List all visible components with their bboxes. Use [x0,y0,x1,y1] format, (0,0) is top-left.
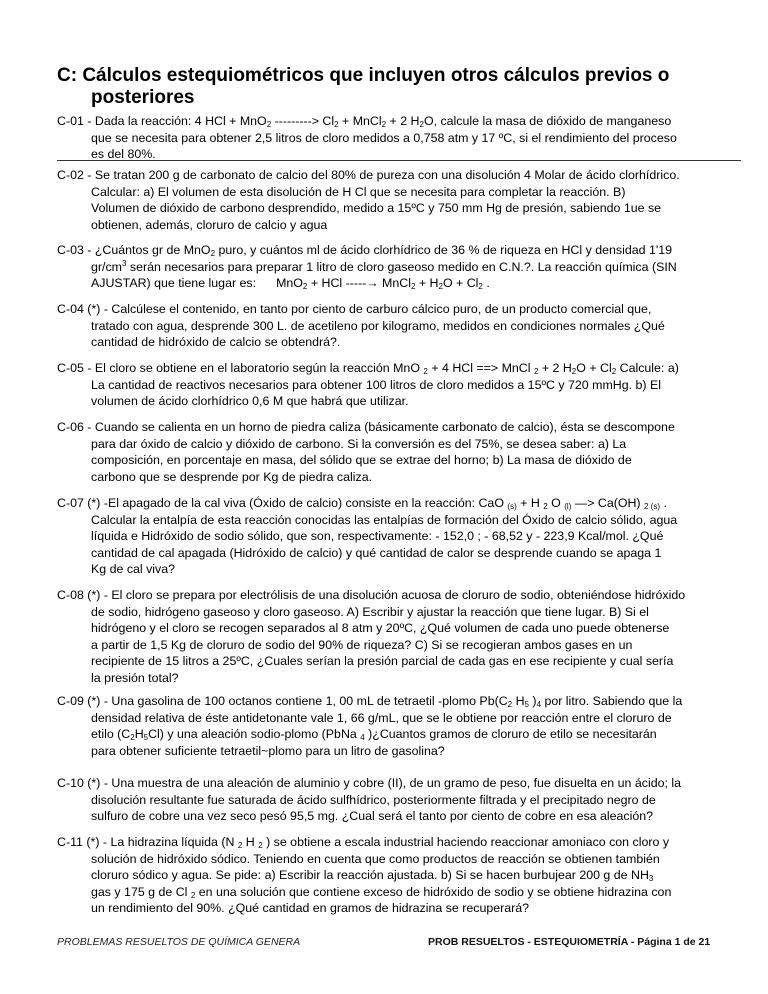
title-line-1: C: Cálculos estequiométricos que incluyen otros cálculos previos o [57,65,670,86]
subscript: 4 [360,733,365,742]
problem-text: un rendimiento del 90%. ¿Qué cantidad en gramos de hidrazina se recuperará? [91,901,530,915]
problem-text: es del 80%. [91,147,156,161]
problem-text: gr/cm [91,259,122,274]
subscript: 2 [533,367,539,376]
problem-text: AJUSTAR) que tiene lugar es: [91,276,257,290]
subscript: (l) [564,502,572,511]
subscript: 2 [381,120,387,129]
eq-text: + H [415,276,439,290]
horizontal-divider [57,160,741,161]
problem-line [57,259,747,276]
problem-c10 [57,775,747,825]
problem-text: ) [528,694,537,708]
problem-text: por litro. Sabiendo que la [541,694,683,708]
problem-text: para obtener suficiente tetraetil~plomo para un litro de gasolina? [91,743,445,758]
problem-text: C-09 (*) - Una gasolina de 100 octanos contiene 1, 00 mL de tetraetil -plomo Pb(C [57,694,508,708]
eq-text: MnO [276,276,303,290]
problem-text: la presión total? [91,670,179,685]
problem-text: + 2 H [386,114,420,128]
subscript: 2 [419,120,424,129]
problem-text: C-02 - Se tratan 200 g de carbonato de calcio del 80% de pureza con una disolución 4 Molar de ácido clorhídrico. [57,168,680,182]
subscript: (s) [507,502,517,511]
subscript: 2 [334,120,339,129]
problem-text: gas y 175 g de Cl [91,884,191,899]
problem-text: serán necesarios para preparar 1 litro de cloro gaseoso medido en C.N.?. La reacción química (SIN [126,259,677,274]
problem-line [57,275,747,292]
problem-c04 [57,301,747,351]
problem-text: en una solución que contiene exceso de hidróxido de sodio y se obtiene hidrazina con [195,884,672,899]
problem-text: Calcular: a) El volumen de esta disolución de H Cl que se necesita para completar la reacción. B) [91,184,626,199]
title-line-2: posteriores [91,87,195,108]
subscript: 4 [536,700,542,709]
problem-text: ) se obtiene a escala industrial haciendo reaccionar amoniaco con cloro y [262,835,670,849]
subscript: 2 [302,282,308,291]
problem-text: de sodio, hidrógeno gaseoso y cloro gaseoso. A) Escribir y ajustar la reacción que tiene lugar. B) Si el [91,604,649,619]
problem-c07 [57,495,747,578]
problem-text: a partir de 1,5 Kg de cloruro de sodio del 90% de riqueza? C) Si se recogieran ambos gases en un [91,637,633,652]
problem-text: densidad relativa de éste antidetonante vale 1, 66 g/mL, que se le obtiene por reacción entre el cloruro de [91,710,672,725]
problem-text: H [242,835,259,849]
problem-text: Calcular la entalpía de esta reacción conocidas las entalpías de formación del Óxido de calcio sólido, agua [91,512,678,527]
problem-text: H [512,694,525,708]
problem-text: Volumen de dióxido de carbono desprendido, medido a 15ºC y 750 mm Hg de presión, sabiendo 1ue se [91,201,662,215]
problem-text: Kg de cal viva? [91,562,176,576]
subscript: 2 [507,700,513,709]
subscript: 2 [478,282,483,291]
problem-text: hidrógeno y el cloro se recogen separados al 8 atm y 20ºC, ¿Qué volumen de cada uno puede obtenerse [91,621,670,635]
subscript: 2 [237,841,243,850]
problem-text: puro, y cuántos ml de ácido clorhídrico de 36 % de riqueza en HCl y densidad 1'19 [215,243,672,257]
eq-text: + HCl -----→ MnCl [307,276,411,290]
problem-line [57,726,747,743]
subscript: 2 [190,890,196,900]
problem-text: O [547,496,565,510]
problem-c02 [57,167,747,233]
problem-text: sulfuro de cobre una vez seco pesó 95,5 mg. ¿Cual será el tanto por ciento de cobre en esa aleación? [91,809,654,823]
subscript: 2 [571,367,577,376]
problem-text: para dar óxido de calcio y dióxido de carbono. Si la conversión es del 75%, se desea saber: a) La [91,436,627,451]
problem-text: . [660,496,667,510]
problem-text: disolución resultante fue saturada de ácido sulfhídrico, posteriormente filtrada y el precipitado negro de [91,792,656,807]
eq-text: . [482,276,490,290]
problem-text: C-03 - ¿Cuántos gr de MnO [57,243,211,257]
problem-text: C-11 (*) - La hidrazina líquida (N [57,835,238,849]
problem-text: etilo (C [91,727,131,741]
problem-text: ---------> Cl [271,114,335,128]
problem-text: + 2 H [538,361,572,375]
problem-text: C-01 - Dada la reacción: 4 HCl + MnO [57,114,267,128]
problem-c05 [57,360,747,410]
section-title [57,65,737,109]
subscript: 3 [648,874,654,883]
problem-text: C-07 (*) -El apagado de la cal viva (Óxido de calcio) consiste en la reacción: CaO [57,496,508,510]
problem-text: C-06 - Cuando se calienta en un horno de piedra caliza (básicamente carbonato de calcio), ésta se descompone [57,420,675,434]
problem-c03 [57,242,747,292]
problem-text: obtienen, además, cloruro de calcio y agua [91,217,328,232]
problem-c08 [57,587,747,686]
subscript: 5 [524,700,529,709]
problem-text: cantidad de hidróxido de calcio se obtendrá?. [91,335,341,349]
superscript: 3 [121,258,127,268]
problem-c06 [57,419,747,485]
problem-text: recipiente de 15 litros a 25ºC, ¿Cuales serían la presión parcial de cada gas en ese recipiente y cual sería [91,654,674,668]
problem-text: + H [516,496,544,510]
problem-text: —> Ca(OH) [571,496,644,510]
problem-text: C-05 - El cloro se obtiene en el laboratorio según la reacción MnO [57,361,424,375]
problem-text: carbono que se desprende por Kg de piedra caliza. [91,469,373,484]
problem-text: O + Cl [576,361,612,375]
problem-text: O, calcule la masa de dióxido de manganeso [423,114,672,128]
problem-text: )¿Cuantos gramos de cloruro de etilo se necesitarán [364,727,657,741]
problem-text: + MnCl [338,114,382,128]
problem-text: líquida e Hidróxido de sodio sólido, que son, respectivamente: - 152,0 ; - 68,52 y - 223,9 Kcal/mol. ¿Qué [91,529,664,543]
problem-text: H [134,727,144,741]
chemical-equation [256,276,490,290]
problem-c01 [57,113,747,163]
footer-page-info: PROB RESUELTOS - ESTEQUIOMETRÍA - Página 1 de 21 [428,936,711,948]
problem-text: C-10 (*) - Una muestra de una aleación de aluminio y cobre (II), de un gramo de peso, fue disuelta en un ácido; la [57,776,682,790]
subscript: 2 [130,733,135,742]
footer-book-title: PROBLEMAS RESUELTOS DE QUÍMICA GENERA [57,936,301,948]
problem-text: cantidad de cal apagada (Hidróxido de calcio) y qué cantidad de calor se desprende cuando se apaga 1 [91,545,662,560]
problem-line [57,867,747,884]
subscript: 2 [438,282,443,291]
problem-text: tratado con agua, desprende 300 L. de acetileno por kilogramo, medidos en condiciones normales ¿Qué [91,318,665,333]
problem-text: + 4 HCl ==> MnCl [427,361,534,375]
problem-c11 [57,834,747,917]
subscript: 2 (s) [644,502,660,511]
problem-text: Cl) y una aleación sodio-plomo (PbNa [148,727,361,741]
problem-text: C-04 (*) - Calcúlese el contenido, en tanto por ciento de carburo cálcico puro, de un producto comercial que, [57,302,652,316]
subscript: 5 [143,733,149,742]
subscript: 2 [258,841,263,850]
subscript: 2 [266,120,272,129]
problem-text: cloruro sódico y agua. Se pide: a) Escribir la reacción ajustada. b) Si se hacen burbujear 200 g de NH [91,868,649,882]
problem-c09 [57,693,747,759]
problem-text: volumen de ácido clorhídrico 0,6 M que habrá que utilizar. [91,394,409,408]
problem-line [57,884,747,901]
problem-text: composición, en porcentaje en masa, del sólido que se extrae del horno; b) La masa de dióxido de [91,453,632,467]
problem-text: La cantidad de reactivos necesarios para obtener 100 litros de cloro medidos a 15ºC y 720 mmHg. b) El [91,377,661,392]
eq-text: O + Cl [442,276,479,290]
subscript: 2 [423,367,428,376]
subscript: 2 [210,249,216,258]
problem-text: que se necesita para obtener 2,5 litros de cloro medidos a 0,758 atm y 17 ºC, si el rendimiento del proceso [91,130,677,145]
problem-text: Calcule: a) [616,361,679,375]
subscript: 2 [543,502,548,511]
problem-text: solución de hidróxido sódico. Teniendo en cuenta que como productos de reacción se obtienen también [91,851,660,866]
subscript: 2 [410,282,416,291]
subscript: 2 [611,367,617,376]
problem-text: C-08 (*) - El cloro se prepara por electrólisis de una disolución acuosa de cloruro de sodio, obteniéndose hidróxido [57,588,686,602]
